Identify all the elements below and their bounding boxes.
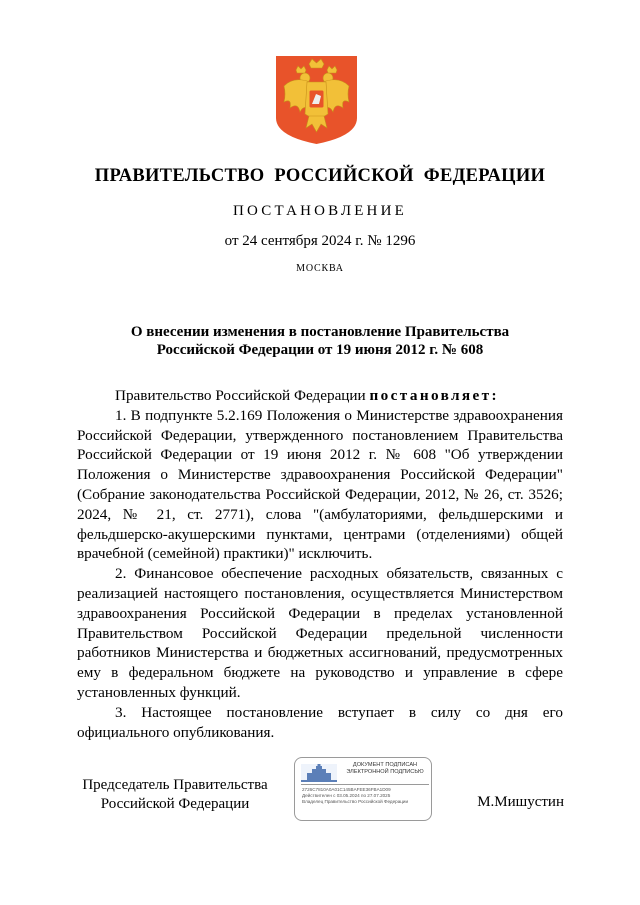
stamp-header <box>341 762 429 776</box>
stamp-building-icon <box>301 764 337 782</box>
signatory-name: М.Мишустин <box>477 794 564 810</box>
paragraph-3: 3. Настоящее постановление вступает в силу со дня его официального опубликования. <box>77 703 563 741</box>
stamp-owner: Владелец Правительство Российской Федерации <box>302 799 409 805</box>
paragraph-1: 1. В подпункте 5.2.169 Положения о Министерстве здравоохранения Российской Федерации, утвержденного постановлением Правительства Российской Федерации от 19 июня 2012 г. № 608 "Об утверждении Положения о Министерстве здравоохранения Российской Федерации" (Собрание законодательства Российской Федерации, 2012, № 26, ст. 3526; 2024, № 21, ст. 2771), слова "(амбулаториями, фельдшерскими и фельдшерско-акушерскими пунктами, центрами (отделениями) общей врачебной (семейной) практики)" исключить. <box>77 406 563 563</box>
stamp-certificate: 2726C7810A0A01C145BAFEE36FBA1D09 <box>302 787 391 792</box>
document-body <box>77 386 563 742</box>
subject-line-2: Российской Федерации от 19 июня 2012 г. № 608 <box>156 342 484 358</box>
government-title: ПРАВИТЕЛЬСТВО РОССИЙСКОЙ ФЕДЕРАЦИИ <box>94 166 546 186</box>
document-type: ПОСТАНОВЛЕНИЕ <box>233 203 407 219</box>
signatory-title-line-2: Российской Федерации <box>100 796 250 812</box>
document-subject <box>100 323 540 359</box>
stamp-divider <box>301 784 429 785</box>
stamp-header-line-1: ДОКУМЕНТ ПОДПИСАН <box>352 762 418 768</box>
stamp-info <box>302 787 430 806</box>
signatory-title <box>75 776 275 814</box>
intro-paragraph <box>77 386 563 406</box>
coat-of-arms-icon <box>276 56 357 144</box>
paragraph-2: 2. Финансовое обеспечение расходных обязательств, связанных с реализацией настоящего постановления, осуществляется Министерством здравоохранения Российской Федерации в пределах установленной Правительством Российской Федерации предельной численности работников Министерства и бюджетных ассигнований, предусмотренных ему в федеральном бюджете на руководство и управление в сфере установленных функций. <box>77 565 563 701</box>
document-date-number: от 24 сентября 2024 г. № 1296 <box>224 233 416 249</box>
intro-text: Правительство Российской Федерации <box>115 387 370 404</box>
intro-action: постановляет: <box>369 387 499 404</box>
document-city: МОСКВА <box>296 263 344 274</box>
electronic-signature-stamp <box>294 757 432 821</box>
subject-line-1: О внесении изменения в постановление Правительства <box>130 324 510 340</box>
stamp-header-line-2: ЭЛЕКТРОННОЙ ПОДПИСЬЮ <box>346 769 424 775</box>
signatory-title-line-1: Председатель Правительства <box>82 777 268 793</box>
stamp-valid: Действителен с 03.05.2024 по 27.07.2025 <box>302 793 391 799</box>
